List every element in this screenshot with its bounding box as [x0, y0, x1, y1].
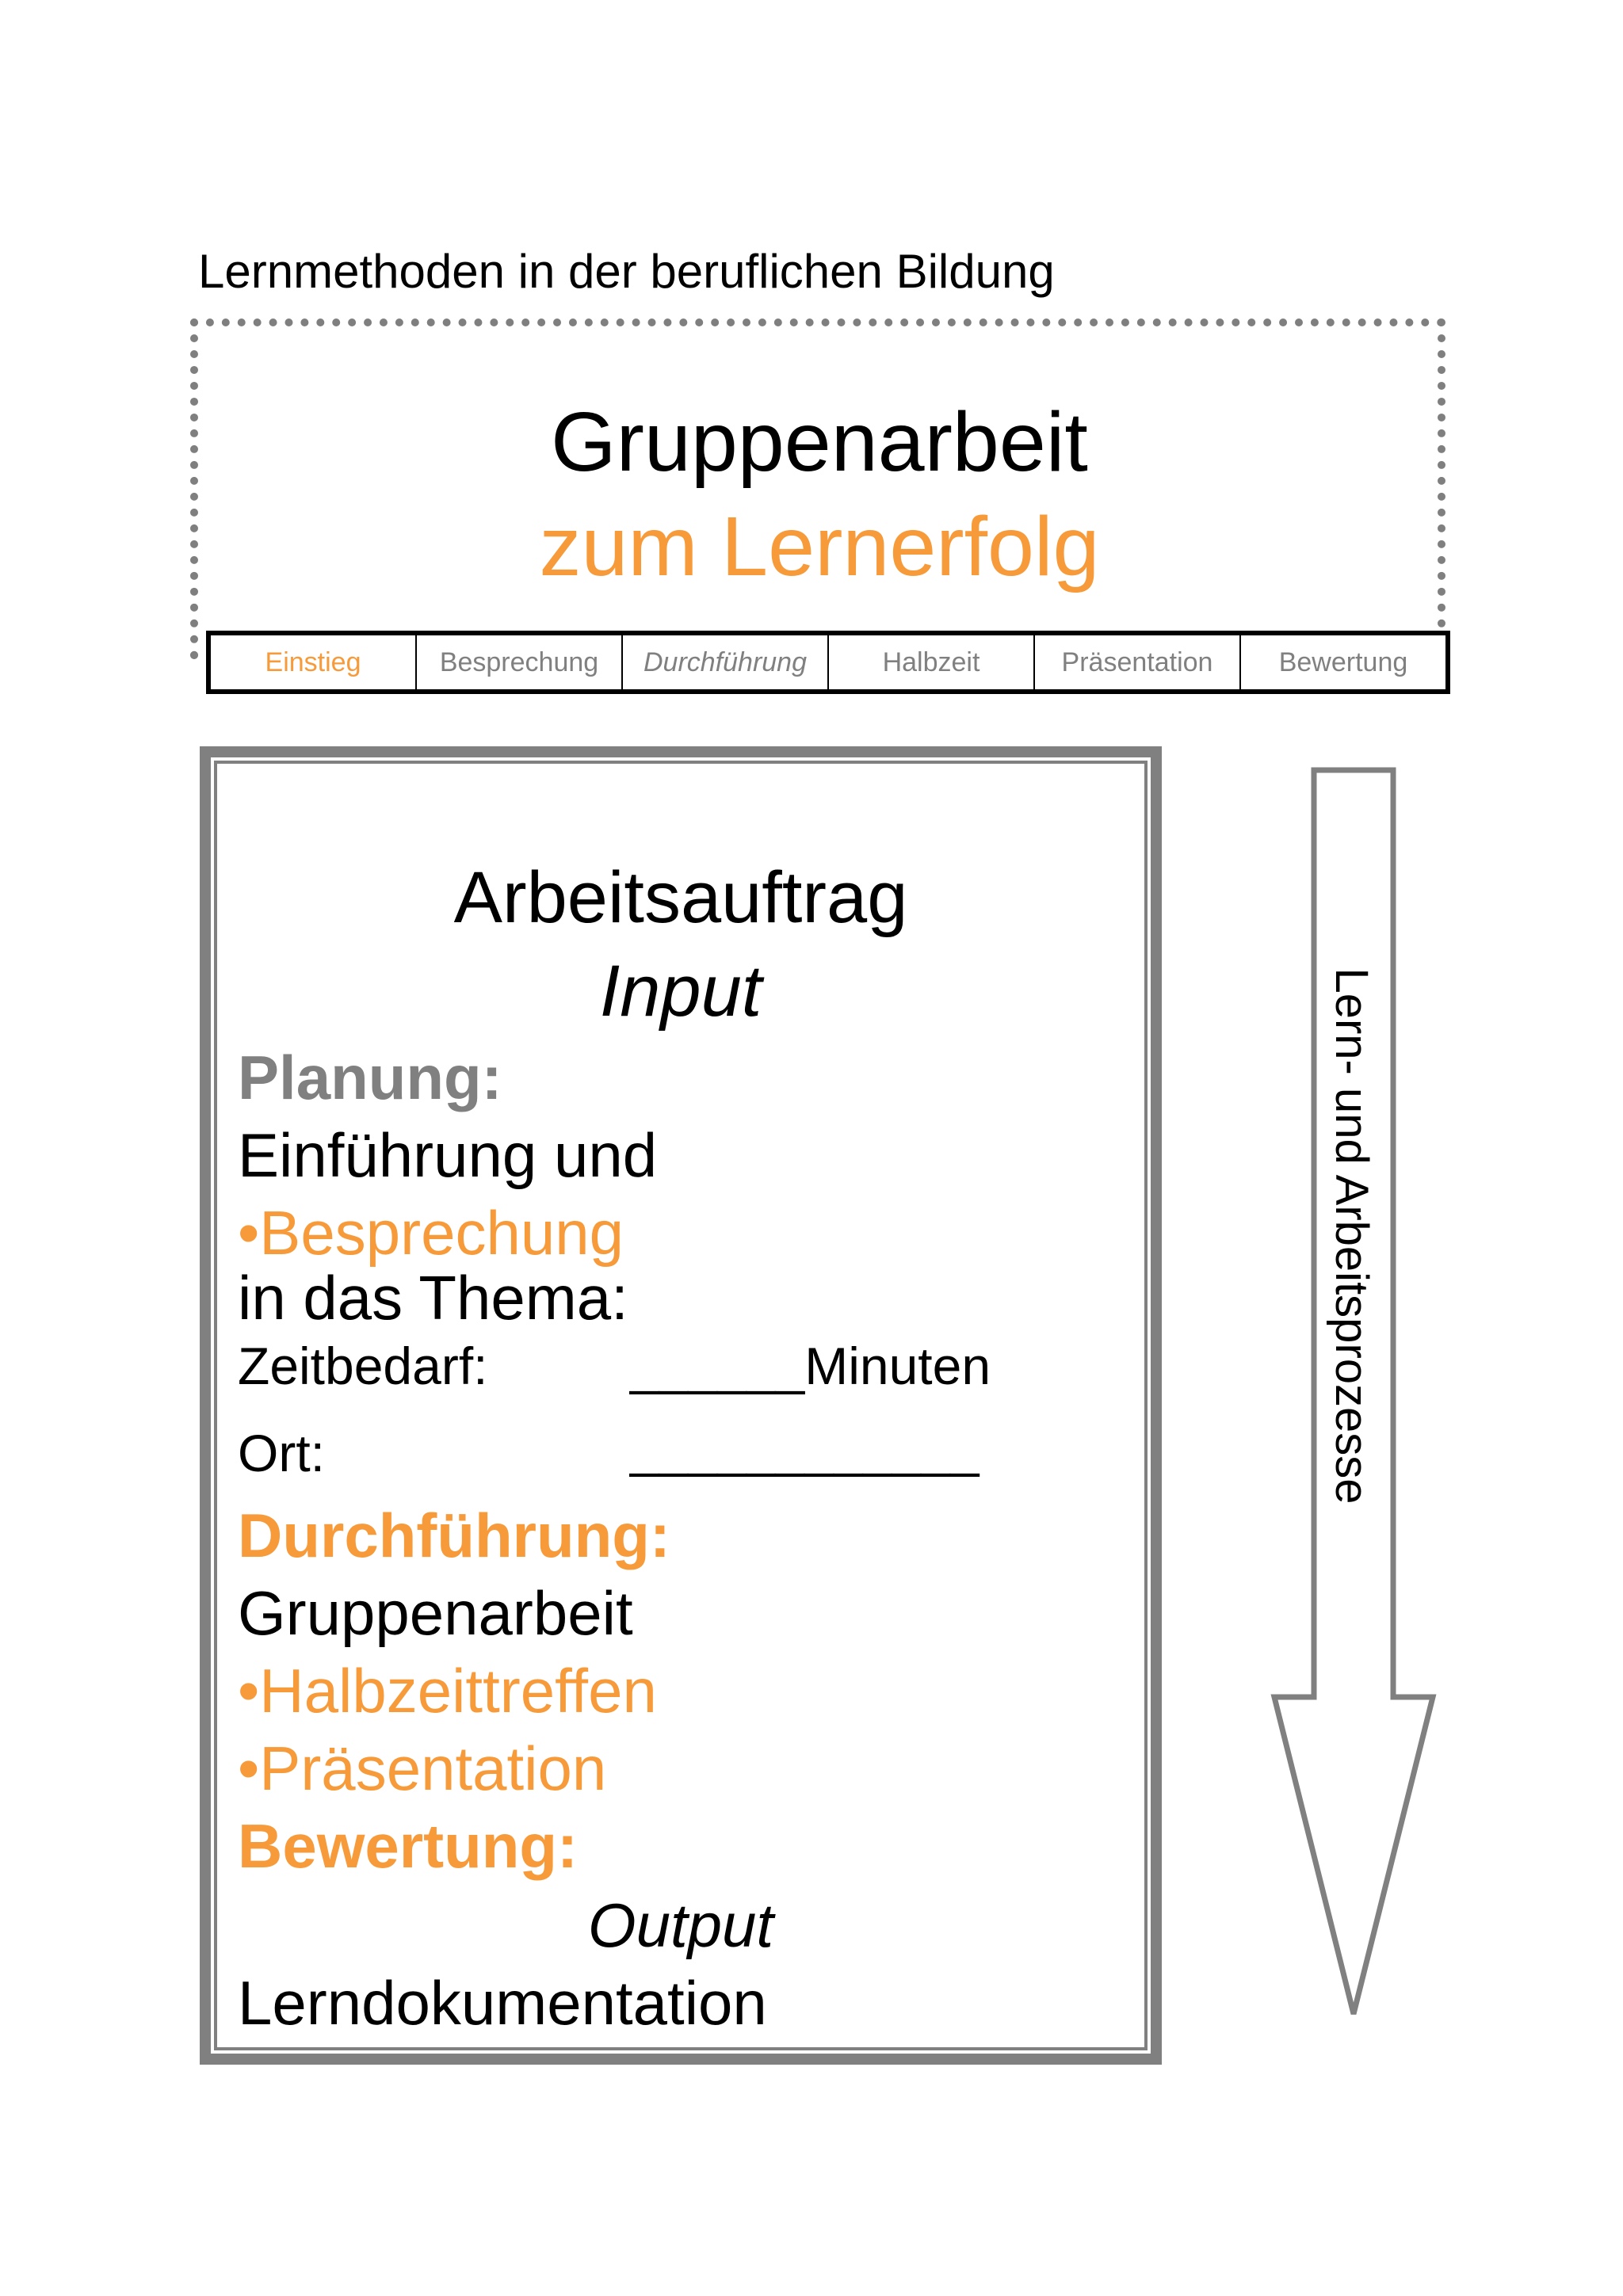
tab-durchfuehrung[interactable]: Durchführung	[623, 635, 829, 689]
document-header: Lernmethoden in der beruflichen Bildung	[198, 245, 1055, 298]
bewertung-label: Bewertung:	[238, 1811, 578, 1881]
tab-halbzeit[interactable]: Halbzeit	[829, 635, 1035, 689]
besprechung-bullet: •Besprechung	[238, 1198, 624, 1268]
lerndokumentation-text: Lerndokumentation	[238, 1968, 767, 2038]
tab-praesentation[interactable]: Präsentation	[1035, 635, 1241, 689]
praesentation-bullet: •Präsentation	[238, 1733, 607, 1803]
einfuehrung-text: Einführung und	[238, 1120, 658, 1190]
zeitbedarf-label: Zeitbedarf:	[238, 1337, 488, 1395]
output-label: Output	[587, 1890, 774, 1960]
ort-label: Ort:	[238, 1424, 325, 1482]
title-subtitle: zum Lernerfolg	[539, 500, 1100, 593]
arrow-label: Lern- und Arbeitsprozesse	[1326, 967, 1377, 1505]
tab-bewertung[interactable]: Bewertung	[1278, 646, 1408, 677]
gruppenarbeit-text: Gruppenarbeit	[238, 1578, 633, 1648]
card-heading: Arbeitsauftrag	[453, 857, 908, 938]
zeitbedarf-field: ______Minuten	[630, 1337, 991, 1395]
title-main: Gruppenarbeit	[551, 395, 1088, 489]
thema-text: in das Thema:	[238, 1263, 628, 1333]
input-label: Input	[599, 951, 762, 1032]
tab-besprechung[interactable]: Besprechung	[417, 635, 623, 689]
phase-tab-bar	[206, 631, 1450, 694]
tab-einstieg[interactable]: Einstieg	[211, 635, 417, 689]
planung-label: Planung:	[238, 1043, 502, 1112]
durchfuehrung-label: Durchführung:	[238, 1501, 670, 1570]
halbzeit-bullet: •Halbzeittreffen	[238, 1656, 657, 1726]
ort-field: ____________	[630, 1419, 980, 1478]
